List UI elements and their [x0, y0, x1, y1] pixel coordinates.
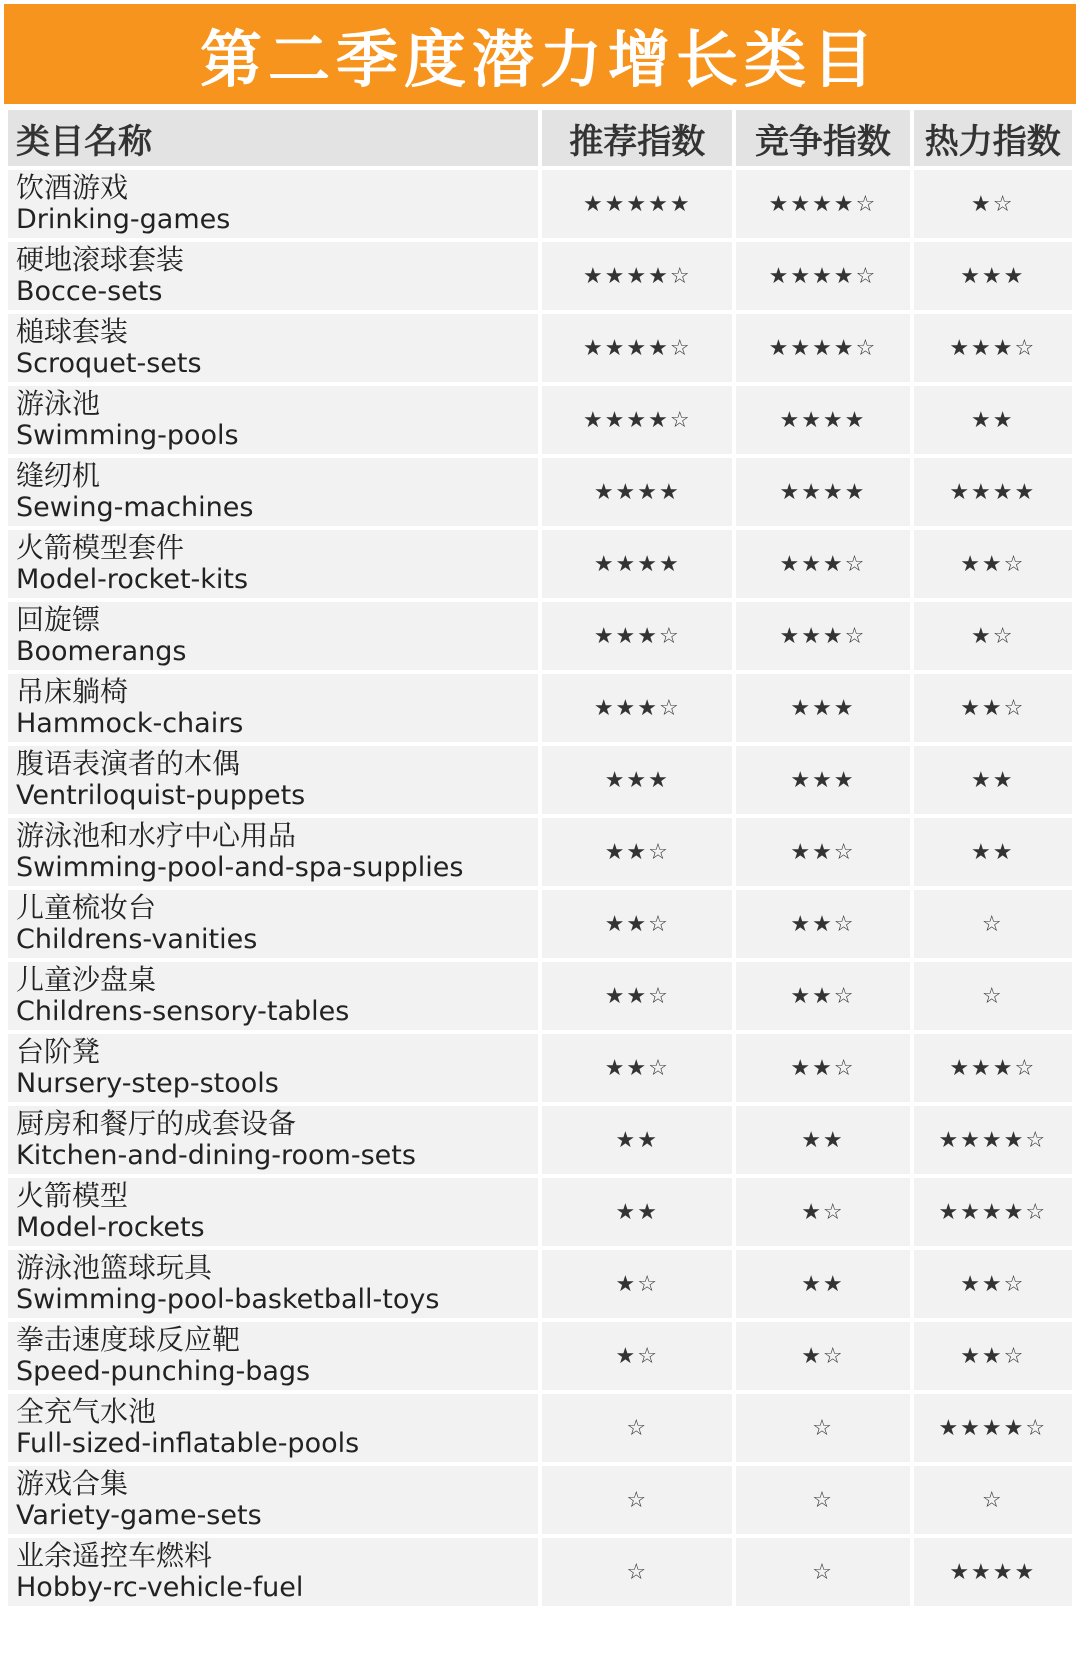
competition-rating: ★★★★☆ — [736, 242, 909, 310]
heat-rating: ★☆ — [914, 602, 1072, 670]
category-name-zh: 吊床躺椅 — [16, 675, 129, 708]
recommend-rating: ☆ — [542, 1394, 732, 1462]
heat-rating: ★★★★☆ — [914, 1178, 1072, 1246]
category-name-en: Ventriloquist-puppets — [16, 780, 306, 811]
recommend-rating: ★★☆ — [542, 1034, 732, 1102]
category-name-en: Variety-game-sets — [16, 1500, 262, 1531]
competition-rating: ★★★★☆ — [736, 314, 909, 382]
table-row — [8, 1538, 1072, 1606]
category-name-cell — [8, 530, 538, 598]
category-name-cell — [8, 746, 538, 814]
category-table — [4, 106, 1076, 1610]
category-name-cell — [8, 1034, 538, 1102]
recommend-rating: ☆ — [542, 1466, 732, 1534]
heat-rating: ★☆ — [914, 170, 1072, 238]
heat-rating: ★★ — [914, 386, 1072, 454]
heat-rating: ★★★☆ — [914, 314, 1072, 382]
table-row — [8, 1250, 1072, 1318]
category-name-en: Hammock-chairs — [16, 708, 244, 739]
recommend-rating: ★☆ — [542, 1322, 732, 1390]
competition-rating: ★★★★ — [736, 386, 909, 454]
category-name-en: Bocce-sets — [16, 276, 163, 307]
table-row — [8, 458, 1072, 526]
table-row — [8, 962, 1072, 1030]
category-name-zh: 拳击速度球反应靶 — [16, 1323, 241, 1356]
header-recommend-index: 推荐指数 — [542, 110, 732, 166]
category-name-cell — [8, 314, 538, 382]
table-row — [8, 1394, 1072, 1462]
category-name-en: Hobby-rc-vehicle-fuel — [16, 1572, 304, 1603]
category-name-cell — [8, 674, 538, 742]
category-name-zh: 槌球套装 — [16, 315, 129, 348]
category-name-cell — [8, 1538, 538, 1606]
header-category-name: 类目名称 — [8, 110, 538, 166]
category-name-en: Swimming-pools — [16, 420, 239, 451]
table-row — [8, 170, 1072, 238]
competition-rating: ★☆ — [736, 1322, 909, 1390]
header-competition-index: 竞争指数 — [736, 110, 909, 166]
category-name-zh: 业余遥控车燃料 — [16, 1539, 213, 1572]
recommend-rating: ★★★★ — [542, 530, 732, 598]
table-row — [8, 314, 1072, 382]
category-name-zh: 缝纫机 — [16, 459, 101, 492]
competition-rating: ☆ — [736, 1538, 909, 1606]
recommend-rating: ★★★☆ — [542, 602, 732, 670]
recommend-rating: ★★★★ — [542, 458, 732, 526]
heat-rating: ★★★ — [914, 242, 1072, 310]
competition-rating: ★★ — [736, 1250, 909, 1318]
heat-rating: ★★★★☆ — [914, 1106, 1072, 1174]
category-name-cell — [8, 1106, 538, 1174]
competition-rating: ★★ — [736, 1106, 909, 1174]
competition-rating: ★★★★☆ — [736, 170, 909, 238]
recommend-rating: ★★★ — [542, 746, 732, 814]
category-name-zh: 台阶凳 — [16, 1035, 101, 1068]
heat-rating: ★★☆ — [914, 674, 1072, 742]
heat-rating: ★★ — [914, 746, 1072, 814]
competition-rating: ★☆ — [736, 1178, 909, 1246]
category-name-en: Kitchen-and-dining-room-sets — [16, 1140, 416, 1171]
category-name-cell — [8, 242, 538, 310]
category-name-zh: 回旋镖 — [16, 603, 101, 636]
competition-rating: ☆ — [736, 1394, 909, 1462]
heat-rating: ☆ — [914, 1466, 1072, 1534]
table-row — [8, 1178, 1072, 1246]
heat-rating: ★★☆ — [914, 1250, 1072, 1318]
category-name-en: Swimming-pool-basketball-toys — [16, 1284, 440, 1315]
recommend-rating: ☆ — [542, 1538, 732, 1606]
category-name-zh: 儿童梳妆台 — [16, 891, 157, 924]
category-name-en: Sewing-machines — [16, 492, 254, 523]
table-row — [8, 1322, 1072, 1390]
category-name-zh: 儿童沙盘桌 — [16, 963, 157, 996]
category-name-cell — [8, 1322, 538, 1390]
category-name-en: Scroquet-sets — [16, 348, 202, 379]
competition-rating: ★★★☆ — [736, 602, 909, 670]
category-name-zh: 游泳池和水疗中心用品 — [16, 819, 297, 852]
category-name-en: Model-rocket-kits — [16, 564, 249, 595]
table-row — [8, 818, 1072, 886]
recommend-rating: ★★★★☆ — [542, 314, 732, 382]
category-name-zh: 厨房和餐厅的成套设备 — [16, 1107, 297, 1140]
recommend-rating: ★★★☆ — [542, 674, 732, 742]
category-name-zh: 火箭模型 — [16, 1179, 129, 1212]
heat-rating: ☆ — [914, 962, 1072, 1030]
table-row — [8, 890, 1072, 958]
competition-rating: ★★☆ — [736, 962, 909, 1030]
recommend-rating: ★★☆ — [542, 818, 732, 886]
category-name-zh: 游泳池篮球玩具 — [16, 1251, 213, 1284]
category-name-zh: 腹语表演者的木偶 — [16, 747, 241, 780]
recommend-rating: ★★ — [542, 1106, 732, 1174]
heat-rating: ★★★☆ — [914, 1034, 1072, 1102]
heat-rating: ★★★★ — [914, 1538, 1072, 1606]
recommend-rating: ★★☆ — [542, 890, 732, 958]
category-name-cell — [8, 602, 538, 670]
recommend-rating: ★★☆ — [542, 962, 732, 1030]
category-name-cell — [8, 1394, 538, 1462]
category-name-en: Nursery-step-stools — [16, 1068, 279, 1099]
competition-rating: ★★★ — [736, 746, 909, 814]
category-name-en: Speed-punching-bags — [16, 1356, 311, 1387]
table-row — [8, 242, 1072, 310]
category-name-en: Swimming-pool-and-spa-supplies — [16, 852, 464, 883]
recommend-rating: ★★★★★ — [542, 170, 732, 238]
category-name-zh: 饮酒游戏 — [16, 171, 129, 204]
competition-rating: ☆ — [736, 1466, 909, 1534]
category-name-en: Full-sized-inflatable-pools — [16, 1428, 360, 1459]
category-name-zh: 硬地滚球套装 — [16, 243, 185, 276]
category-name-cell — [8, 1178, 538, 1246]
table-row — [8, 674, 1072, 742]
category-table-card — [4, 4, 1076, 1610]
category-name-cell — [8, 890, 538, 958]
category-name-en: Childrens-sensory-tables — [16, 996, 350, 1027]
competition-rating: ★★★☆ — [736, 530, 909, 598]
category-name-cell — [8, 170, 538, 238]
competition-rating: ★★★ — [736, 674, 909, 742]
category-name-cell — [8, 1466, 538, 1534]
header-heat-index: 热力指数 — [914, 110, 1072, 166]
table-row — [8, 386, 1072, 454]
heat-rating: ★★☆ — [914, 1322, 1072, 1390]
recommend-rating: ★★ — [542, 1178, 732, 1246]
category-name-cell — [8, 962, 538, 1030]
category-name-cell — [8, 1250, 538, 1318]
category-name-cell — [8, 386, 538, 454]
category-name-en: Drinking-games — [16, 204, 231, 235]
page-title: 第二季度潜力增长类目 — [4, 4, 1076, 104]
category-name-en: Boomerangs — [16, 636, 187, 667]
category-name-en: Childrens-vanities — [16, 924, 258, 955]
category-name-en: Model-rockets — [16, 1212, 205, 1243]
recommend-rating: ★★★★☆ — [542, 386, 732, 454]
table-row — [8, 1034, 1072, 1102]
competition-rating: ★★☆ — [736, 890, 909, 958]
heat-rating: ☆ — [914, 890, 1072, 958]
category-name-cell — [8, 818, 538, 886]
table-header-row — [8, 110, 1072, 166]
heat-rating: ★★★★☆ — [914, 1394, 1072, 1462]
recommend-rating: ★★★★☆ — [542, 242, 732, 310]
category-name-zh: 全充气水池 — [16, 1395, 157, 1428]
recommend-rating: ★☆ — [542, 1250, 732, 1318]
category-name-cell — [8, 458, 538, 526]
competition-rating: ★★☆ — [736, 1034, 909, 1102]
table-row — [8, 746, 1072, 814]
table-row — [8, 1106, 1072, 1174]
table-row — [8, 530, 1072, 598]
category-name-zh: 游泳池 — [16, 387, 101, 420]
category-name-zh: 火箭模型套件 — [16, 531, 185, 564]
table-row — [8, 602, 1072, 670]
heat-rating: ★★ — [914, 818, 1072, 886]
table-row — [8, 1466, 1072, 1534]
competition-rating: ★★☆ — [736, 818, 909, 886]
heat-rating: ★★★★ — [914, 458, 1072, 526]
category-name-zh: 游戏合集 — [16, 1467, 129, 1500]
heat-rating: ★★☆ — [914, 530, 1072, 598]
competition-rating: ★★★★ — [736, 458, 909, 526]
